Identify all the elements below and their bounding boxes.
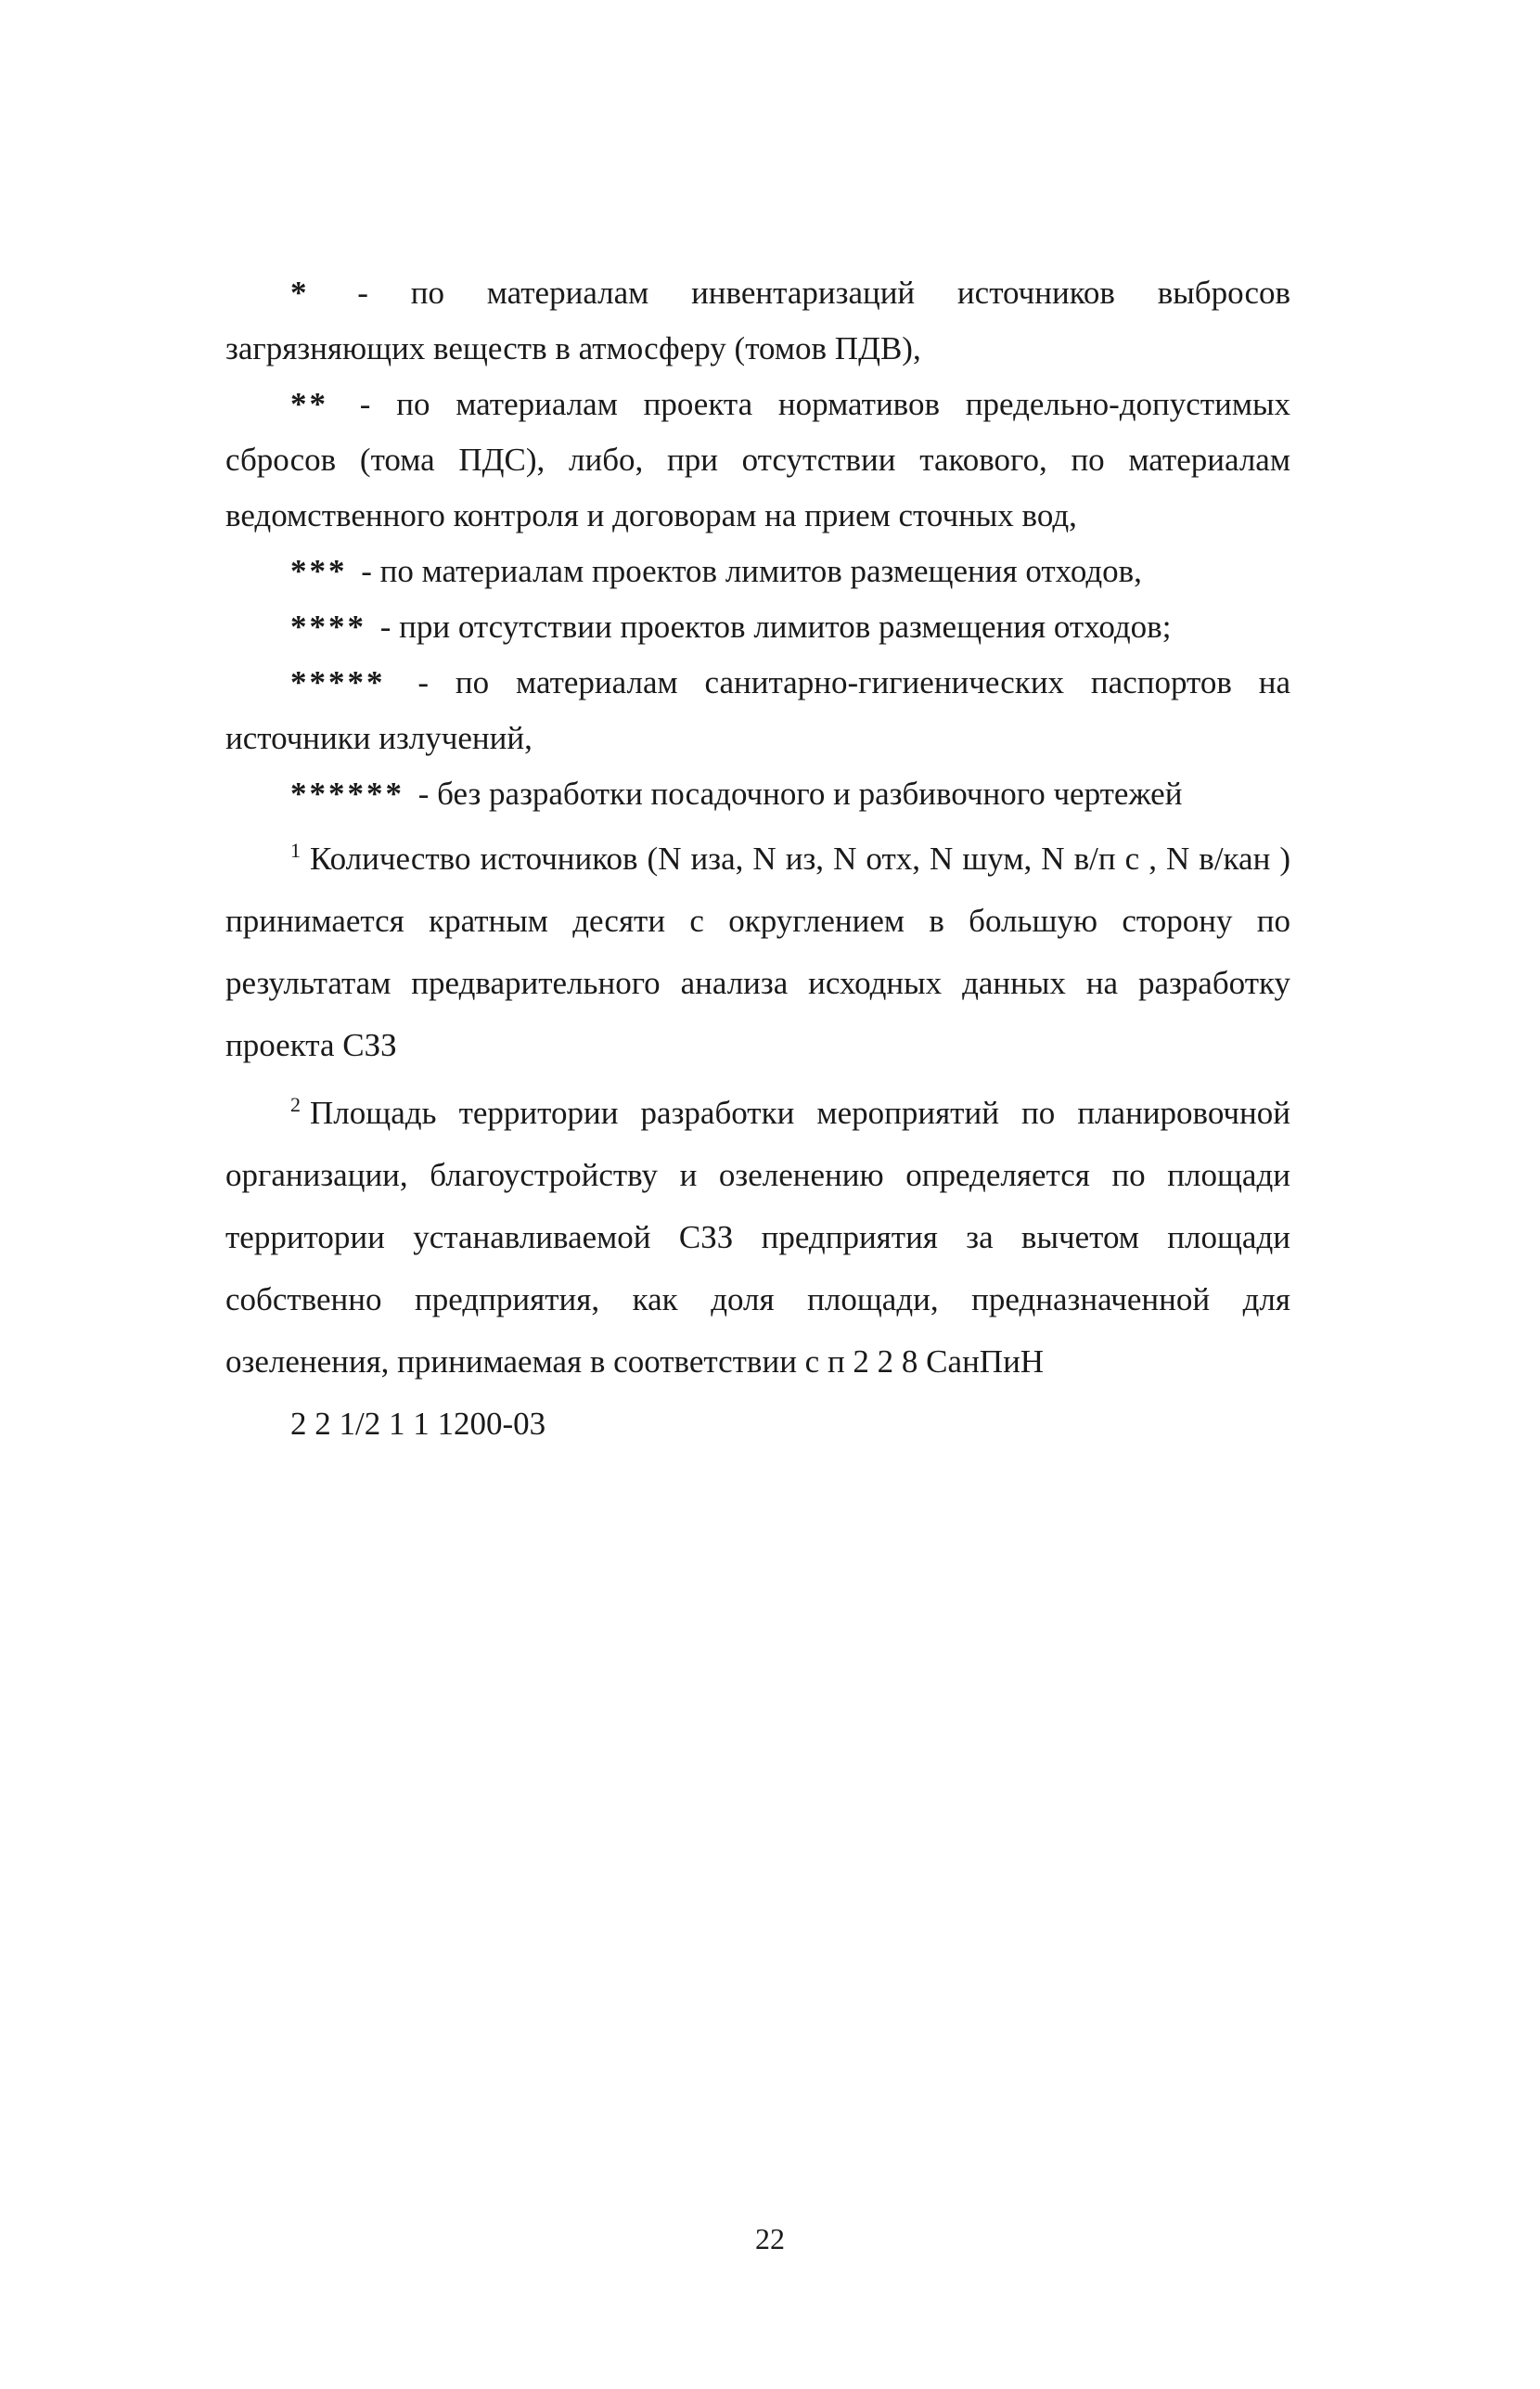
notes-block [225,265,1290,1455]
footnote-text: Количество источников (N иза, N из, N отх, N шум, N в/п с , N в/кан ) принимается кратным десяти с округлением в большую сторону по результатам предварительного анализа исходных данных на разработку проекта СЗЗ [225,841,1290,1063]
note-pdv [225,265,1290,377]
note-marker: ****** [290,776,404,812]
note-marker: **** [290,609,366,645]
note-text: - без разработки посадочного и разбивочного чертежей [417,776,1183,812]
note-marker: ***** [290,664,386,700]
note-pds [225,377,1290,544]
page-number: 22 [755,2222,785,2255]
note-text: - по материалам санитарно-гигиенических паспортов на источники излучений, [225,664,1291,756]
footnote-territory-area [225,1082,1290,1455]
footnote-number: 2 [290,1093,301,1117]
note-marker: * [290,275,310,311]
note-text: - по материалам проектов лимитов размещения отходов, [361,553,1142,589]
footnote-sources-count [225,828,1290,1076]
note-text: - при отсутствии проектов лимитов размещения отходов; [379,609,1172,645]
note-marker: *** [290,553,348,589]
footnote-number: 1 [290,839,301,863]
note-waste-limits [225,544,1290,599]
footnote-standard-code: 2 2 1/2 1 1 1200-03 [290,1406,546,1442]
footnote-text: Площадь территории разработки мероприятий по планировочной организации, благоустройству и озеленению определяется по площади территории устанавливаемой СЗЗ предприятия за вычетом площади собственно предприятия, как доля площади, предназначенной для озеленения, принимаемая в соответствии с п 2 2 8 СанПиН [225,1095,1290,1380]
note-marker: ** [290,386,328,422]
note-radiation-sources [225,655,1290,766]
note-text: - по материалам проекта нормативов предельно-допустимых сбросов (тома ПДС), либо, при отсутствии такового, по материалам ведомственного контроля и договорам на прием сточных вод, [225,386,1290,533]
note-no-drawings [225,766,1290,822]
note-text: - по материалам инвентаризаций источников выбросов загрязняющих веществ в атмосферу (томов ПДВ), [225,275,1291,366]
note-no-waste-limits [225,599,1290,655]
